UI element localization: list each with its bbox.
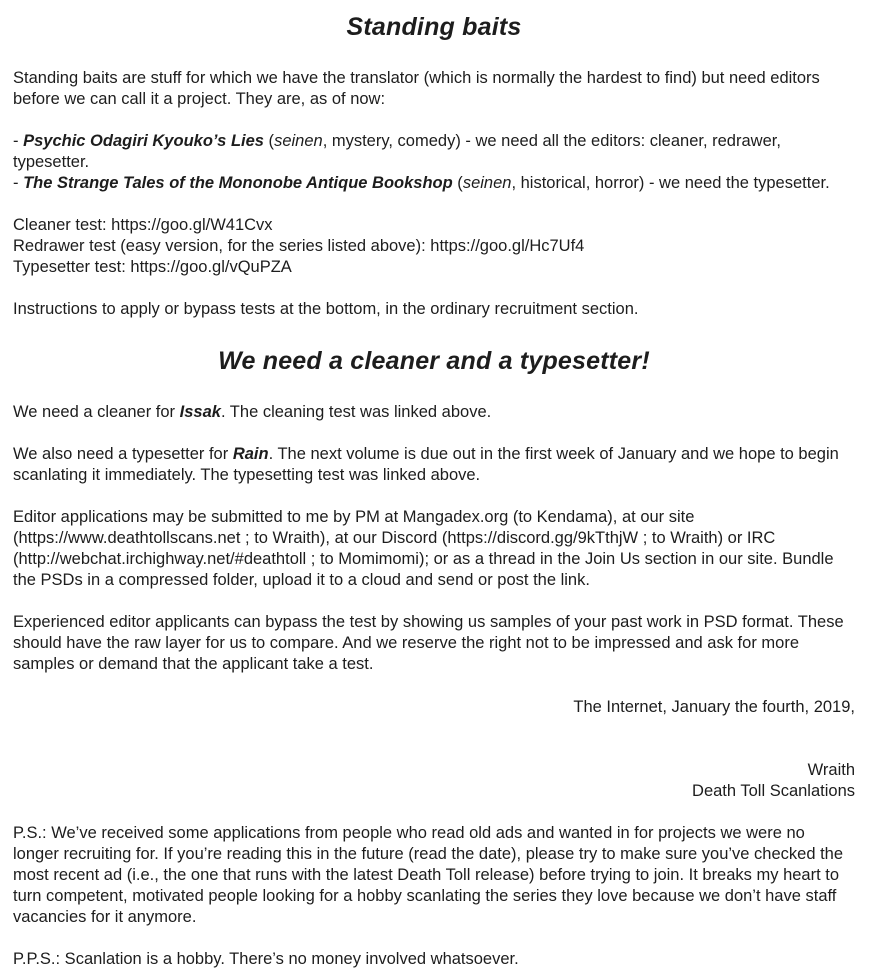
cleaner-text-after: . The cleaning test was linked above. — [220, 403, 492, 421]
dateline — [13, 697, 855, 718]
signature-name: Wraith — [807, 761, 855, 779]
signature-group-name: Death Toll Scanlations — [692, 782, 855, 800]
series-item-mononobe — [13, 173, 855, 194]
typesetter-text-after: . The next volume is due out in the first week of January and we hope to begin scanlating it immediately. The typesetting test was linked above. — [13, 445, 839, 484]
test-links-list — [13, 215, 855, 278]
series-genre: seinen — [462, 174, 512, 192]
pps-paragraph — [13, 949, 855, 970]
cleaner-text-before: We need a cleaner for — [13, 403, 180, 421]
test-line-cleaner — [13, 215, 855, 236]
ps-text: P.S.: We’ve received some applications from people who read old ads and wanted in for projects we were no longer recruiting for. If you’re reading this in the future (read the date), please try to make sure you’ve checked the most recent ad (i.e., the one that runs with the latest Death Toll release) before trying to join. It breaks my heart to turn competent, motivated people looking for a hobby scanlating the series they love because we don’t have staff vacancies for it anymore. — [13, 824, 844, 926]
series-name-issak: Issak — [179, 403, 221, 421]
series-paren: ( — [452, 174, 463, 192]
series-title: Psychic Odagiri Kyouko’s Lies — [23, 132, 264, 150]
intro-text: Standing baits are stuff for which we have the translator (which is normally the hardest to find) but need editors before we can call it a project. They are, as of now: — [13, 69, 820, 108]
typesetter-text-before: We also need a typesetter for — [13, 445, 233, 463]
page-title: Standing baits — [346, 13, 522, 41]
bypass-text: Experienced editor applicants can bypass the test by showing us samples of your past work in PSD format. These should have the raw layer for us to compare. And we reserve the right not to be impressed and ask for more samples or demand that the applicant take a test. — [13, 613, 844, 673]
series-list — [13, 131, 855, 194]
ps-paragraph — [13, 823, 855, 928]
series-name-rain: Rain — [232, 445, 269, 463]
intro-paragraph — [13, 68, 855, 110]
series-genre: seinen — [274, 132, 323, 150]
typesetter-paragraph — [13, 444, 855, 486]
dateline-text: The Internet, January the fourth, 2019, — [573, 698, 855, 716]
typesetter-test-url: https://goo.gl/vQuPZA — [130, 258, 292, 276]
test-label: Typesetter test: — [13, 258, 131, 276]
bypass-paragraph — [13, 612, 855, 675]
series-tail: , mystery, comedy) - we need all the editors: cleaner, redrawer, typesetter. — [13, 132, 781, 171]
applications-paragraph — [13, 507, 855, 591]
cleaner-paragraph — [13, 402, 855, 423]
test-label: Redrawer test (easy version, for the series listed above): — [13, 237, 431, 255]
test-line-typesetter — [13, 257, 855, 278]
section-heading-need-cleaner-typesetter: We need a cleaner and a typesetter! — [218, 347, 650, 375]
series-bullet: - — [13, 174, 24, 192]
series-bullet: - — [13, 132, 24, 150]
series-paren: ( — [263, 132, 275, 150]
instructions-paragraph — [13, 299, 855, 320]
test-label: Cleaner test: — [13, 216, 112, 234]
series-title: The Strange Tales of the Mononobe Antique Bookshop — [23, 174, 453, 192]
test-line-redrawer — [13, 236, 855, 257]
cleaner-test-url: https://goo.gl/W41Cvx — [111, 216, 273, 234]
signature-block — [13, 760, 855, 802]
series-tail: , historical, horror) - we need the typesetter. — [511, 174, 830, 192]
instructions-text: Instructions to apply or bypass tests at the bottom, in the ordinary recruitment section. — [13, 300, 639, 318]
applications-text: Editor applications may be submitted to me by PM at Mangadex.org (to Kendama), at our site (https://www.deathtollscans.net ; to Wraith), at our Discord (https://discord.gg/9kTthjW ; to Wraith) or IRC (http://webchat.irchighway.net/#deathtoll ; to Momimomi); or as a thread in the Join Us section in our site. Bundle the PSDs in a compressed folder, upload it to a cloud and send or post the link. — [13, 508, 834, 589]
pps-text: P.P.S.: Scanlation is a hobby. There’s no money involved whatsoever. — [13, 950, 519, 968]
series-item-psychic-odagiri — [13, 131, 855, 173]
redrawer-test-url: https://goo.gl/Hc7Uf4 — [430, 237, 585, 255]
